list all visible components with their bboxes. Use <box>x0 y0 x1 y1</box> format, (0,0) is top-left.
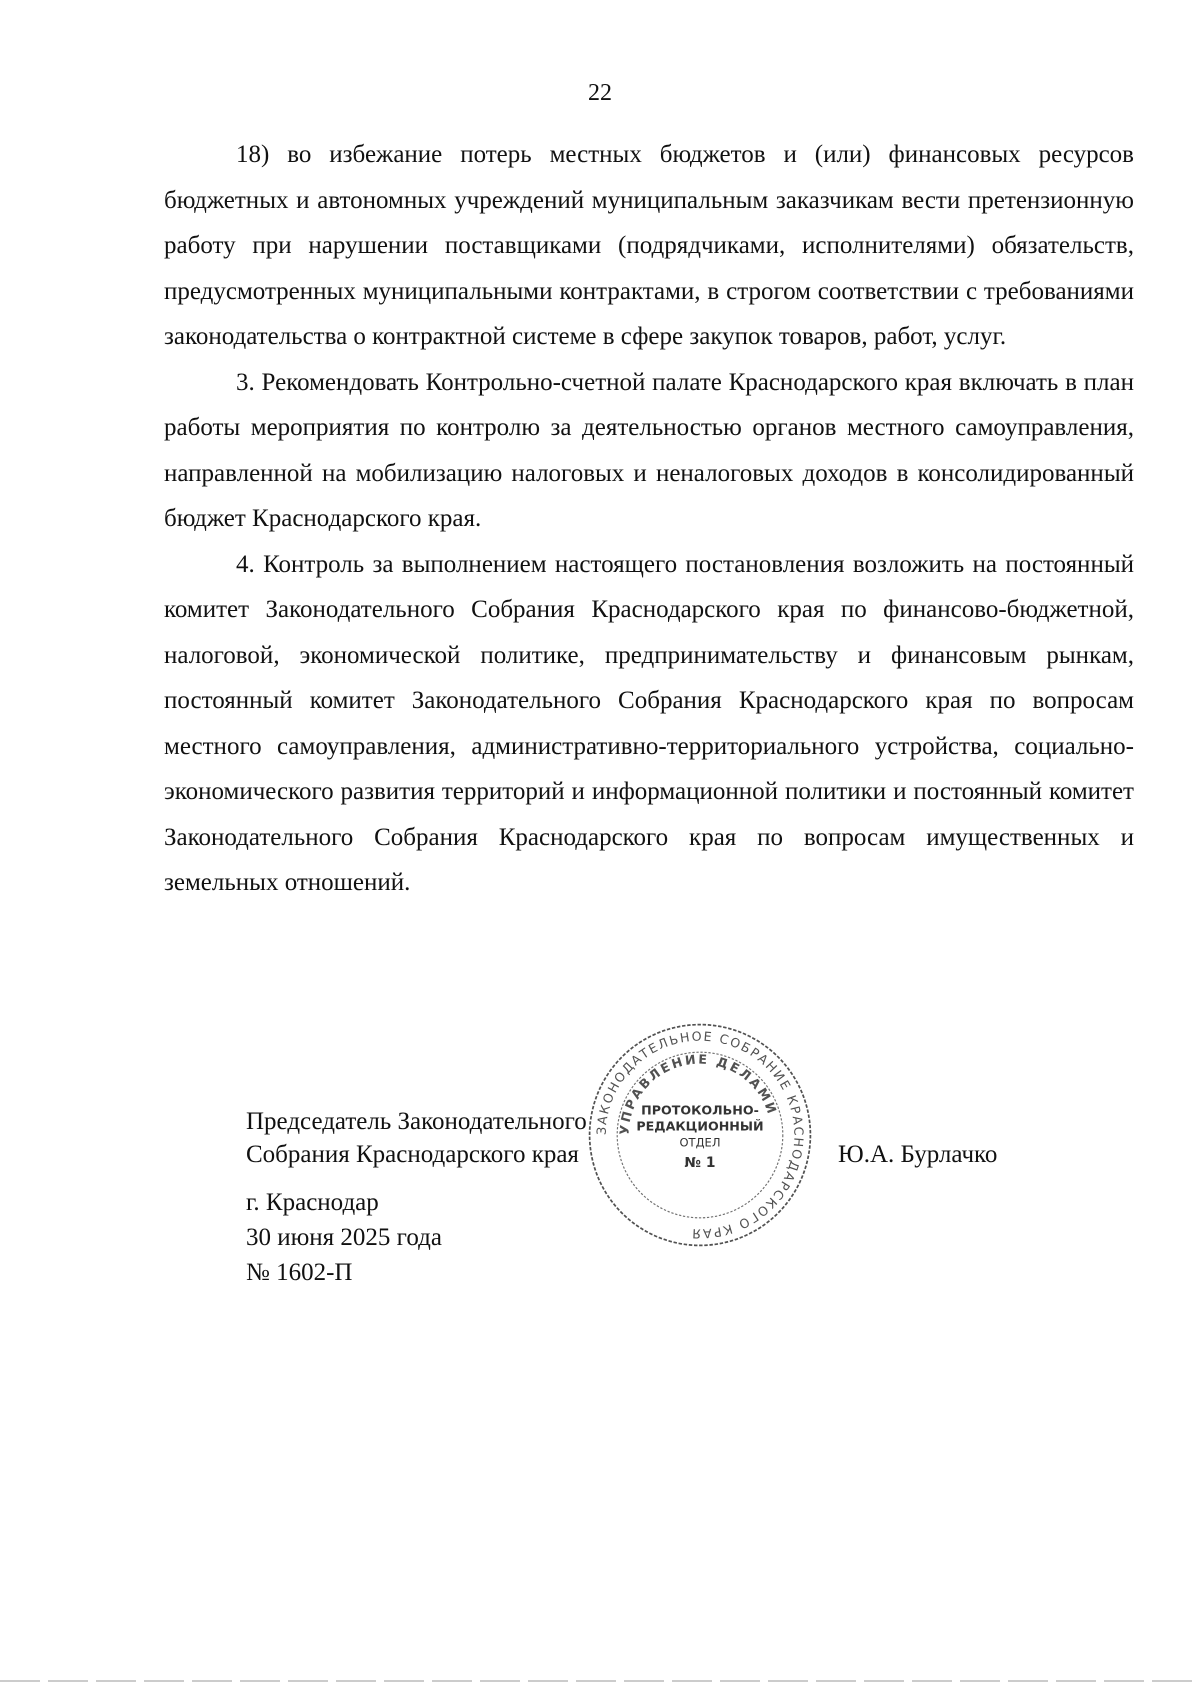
paragraph-recommendation: 3. Рекомендовать Контрольно-счетной палате Краснодарского края включать в план работы мероприятия по контролю за деятельностью органов местного самоуправления, направленной на мобилизацию налоговых и неналоговых доходов в консолидированный бюджет Краснодарского края. <box>164 368 1134 532</box>
signer-title-line1: Председатель Законодательного <box>246 1108 587 1135</box>
document-body <box>164 132 1134 906</box>
stamp-center-line2: РЕДАКЦИОННЫЙ <box>636 1118 764 1134</box>
place-date-block <box>246 1185 442 1290</box>
stamp-center-line1: ПРОТОКОЛЬНО- <box>641 1102 759 1118</box>
stamp-outer-text: ЗАКОНОДАТЕЛЬНОЕ СОБРАНИЕ КРАСНОДАРСКОГО КРАЯ <box>593 1028 807 1242</box>
paragraph-control: 4. Контроль за выполнением настоящего постановления возложить на постоянный комитет Законодательного Собрания Краснодарского края по финансово-бюджетной, налоговой, экономической политике, предпринимательству и финансовым рынкам, постоянный комитет Законодательного Собрания Краснодарского края по вопросам местного самоуправления, административно-территориального устройства, социально-экономического развития территорий и информационной политики и постоянный комитет Законодательного Собрания Краснодарского края по вопросам имущественных и земельных отношений. <box>164 550 1134 896</box>
scan-edge-line <box>0 1680 1200 1682</box>
place: г. Краснодар <box>246 1189 379 1216</box>
document-number: № 1602-П <box>246 1259 353 1286</box>
signer-name: Ю.А. Бурлачко <box>838 1141 998 1168</box>
document-date: 30 июня 2025 года <box>246 1224 442 1251</box>
official-stamp <box>585 1020 815 1250</box>
stamp-center-line3: ОТДЕЛ <box>679 1135 721 1150</box>
page-number: 22 <box>588 80 612 106</box>
paragraph-item-18: 18) во избежание потерь местных бюджетов и (или) финансовых ресурсов бюджетных и автономных учреждений муниципальным заказчикам вести претензионную работу при нарушении поставщиками (подрядчиками, исполнителями) обязательств, предусмотренных муниципальными контрактами, в строгом соответствии с требованиями законодательства о контрактной системе в сфере закупок товаров, работ, услуг. <box>164 141 1134 350</box>
stamp-center-line4: № 1 <box>684 1155 716 1172</box>
stamp-inner-text: УПРАВЛЕНИЕ ДЕЛАМИ <box>616 1051 781 1136</box>
signer-title-line2: Собрания Краснодарского края <box>246 1141 579 1168</box>
